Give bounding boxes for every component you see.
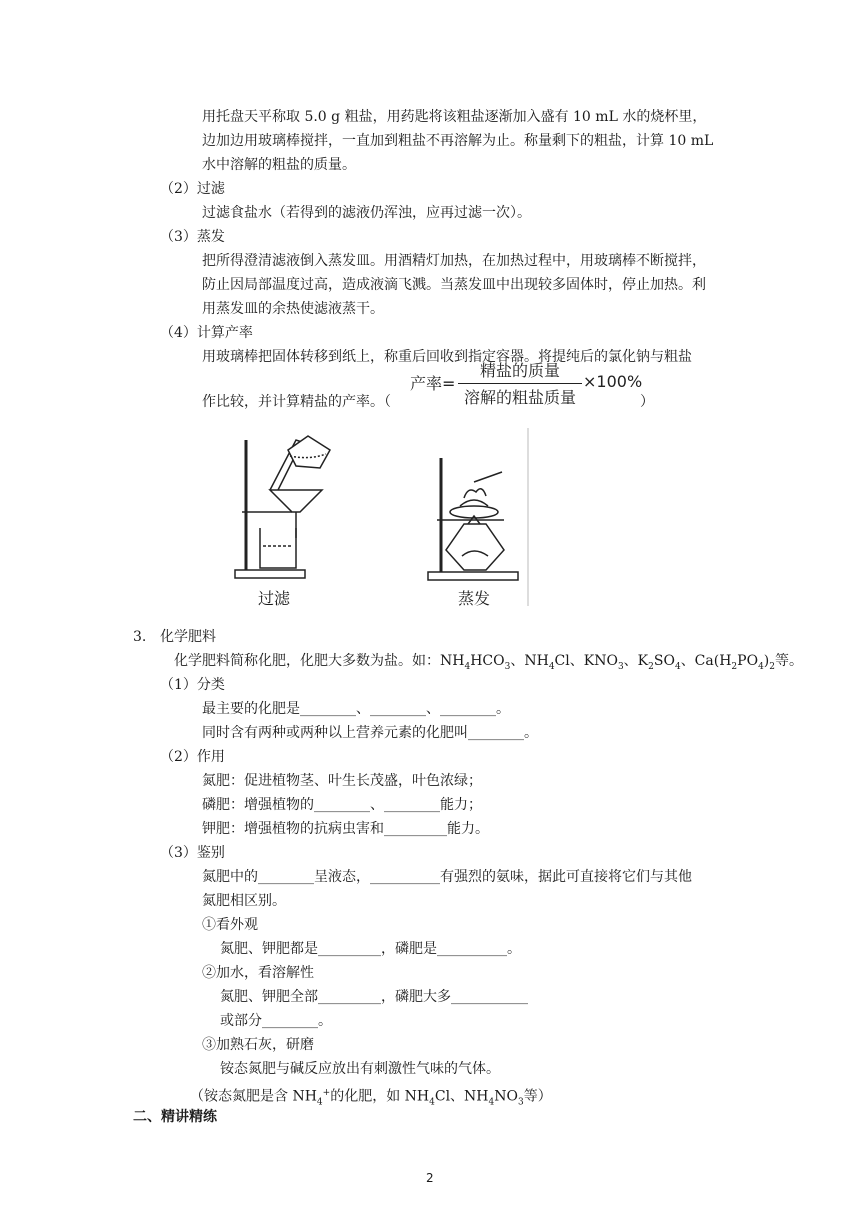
intro-line: 化学肥料简称化肥，化肥大多数为盐。如：$NH_4HCO_3$、$NH_4Cl$、$KNO_3$、$K_2SO_4$、$Ca(H_2PO_4)_2$等。	[174, 653, 803, 672]
note-line: （铵态氮肥是含 $NH_4^+$的化肥，如 $NH_4Cl$、$NH_4NO_3$等）	[190, 1088, 552, 1108]
text-line: 水中溶解的粗盐的质量。	[202, 157, 356, 173]
subheading-yield: （4）计算产率	[160, 325, 253, 341]
text-line: 氮肥中的________呈液态，__________有强烈的氨味，据此可直接将它们与其他	[202, 869, 692, 885]
text-line: 氮肥：促进植物茎、叶生长茂盛，叶色浓绿；	[202, 773, 482, 789]
text-line: 同时含有两种或两种以上营养元素的化肥叫________。	[202, 725, 538, 741]
text-line: 作比较，并计算精盐的产率。（	[202, 394, 391, 410]
text-line: 铵态氮肥与碱反应放出有刺激性气味的气体。	[220, 1061, 500, 1077]
text-line: 把所得澄清滤液倒入蒸发皿。用酒精灯加热，在加热过程中，用玻璃棒不断搅拌，	[202, 253, 706, 269]
formula-numerator: 精盐的质量	[479, 361, 560, 380]
text-line: 钾肥：增强植物的抗病虫害和_________能力。	[202, 821, 489, 837]
text-line: 用蒸发皿的余热使滤液蒸干。	[202, 301, 384, 317]
text-line: 用托盘天平称取 5.0 g 粗盐，用药匙将该粗盐逐渐加入盛有 10 mL 水的烧杯里，	[202, 109, 707, 125]
evaporate-apparatus-icon	[428, 458, 518, 580]
text-line: 过滤食盐水（若得到的滤液仍浑浊，应再过滤一次）。	[202, 205, 531, 221]
figure-caption-filter: 过滤	[258, 589, 291, 608]
figure-caption-evaporate: 蒸发	[458, 589, 491, 608]
section-heading: 二、精讲精练	[133, 1109, 217, 1125]
formula-multiplier: ×100%	[583, 372, 643, 391]
filter-apparatus-icon	[235, 436, 330, 578]
text-line: 氮肥、钾肥全部_________，磷肥大多___________	[220, 989, 528, 1005]
subheading-filter: （2）过滤	[160, 181, 225, 197]
text-line: ）	[640, 394, 654, 410]
text-line: 氮肥相区别。	[202, 893, 286, 909]
text-line: ①看外观	[202, 917, 258, 933]
subheading-identify: （3）鉴别	[160, 845, 225, 861]
formula-denominator: 溶解的粗盐质量	[463, 388, 576, 407]
text-line: 或部分________。	[220, 1013, 332, 1029]
text-line: 用玻璃棒把固体转移到纸上，称重后回收到指定容器。将提纯后的氯化钠与粗盐	[202, 349, 692, 365]
text-line: 防止因局部温度过高，造成液滴飞溅。当蒸发皿中出现较多固体时，停止加热。利	[202, 277, 706, 293]
subheading-classify: （1）分类	[160, 677, 225, 693]
text-line: 边加边用玻璃棒搅拌，一直加到粗盐不再溶解为止。称量剩下的粗盐，计算 10 mL	[202, 133, 714, 149]
text-line: 氮肥、钾肥都是_________，磷肥是__________。	[220, 941, 521, 957]
formula-label: 产率=	[410, 374, 456, 393]
apparatus-figure	[230, 428, 530, 608]
text-line: ②加水，看溶解性	[202, 965, 314, 981]
section-title: 化学肥料	[160, 629, 216, 645]
section-number: 3.	[133, 629, 147, 645]
text-line: 磷肥：增强植物的________、________能力；	[202, 797, 482, 813]
text-line: ③加熟石灰，研磨	[202, 1037, 314, 1053]
subheading-role: （2）作用	[160, 749, 225, 765]
page-number: 2	[426, 1171, 434, 1185]
subheading-evaporate: （3）蒸发	[160, 229, 225, 245]
text-line: 最主要的化肥是________、________、________。	[202, 701, 510, 717]
apparatus-drawing	[230, 428, 530, 608]
fraction-bar	[458, 383, 582, 384]
